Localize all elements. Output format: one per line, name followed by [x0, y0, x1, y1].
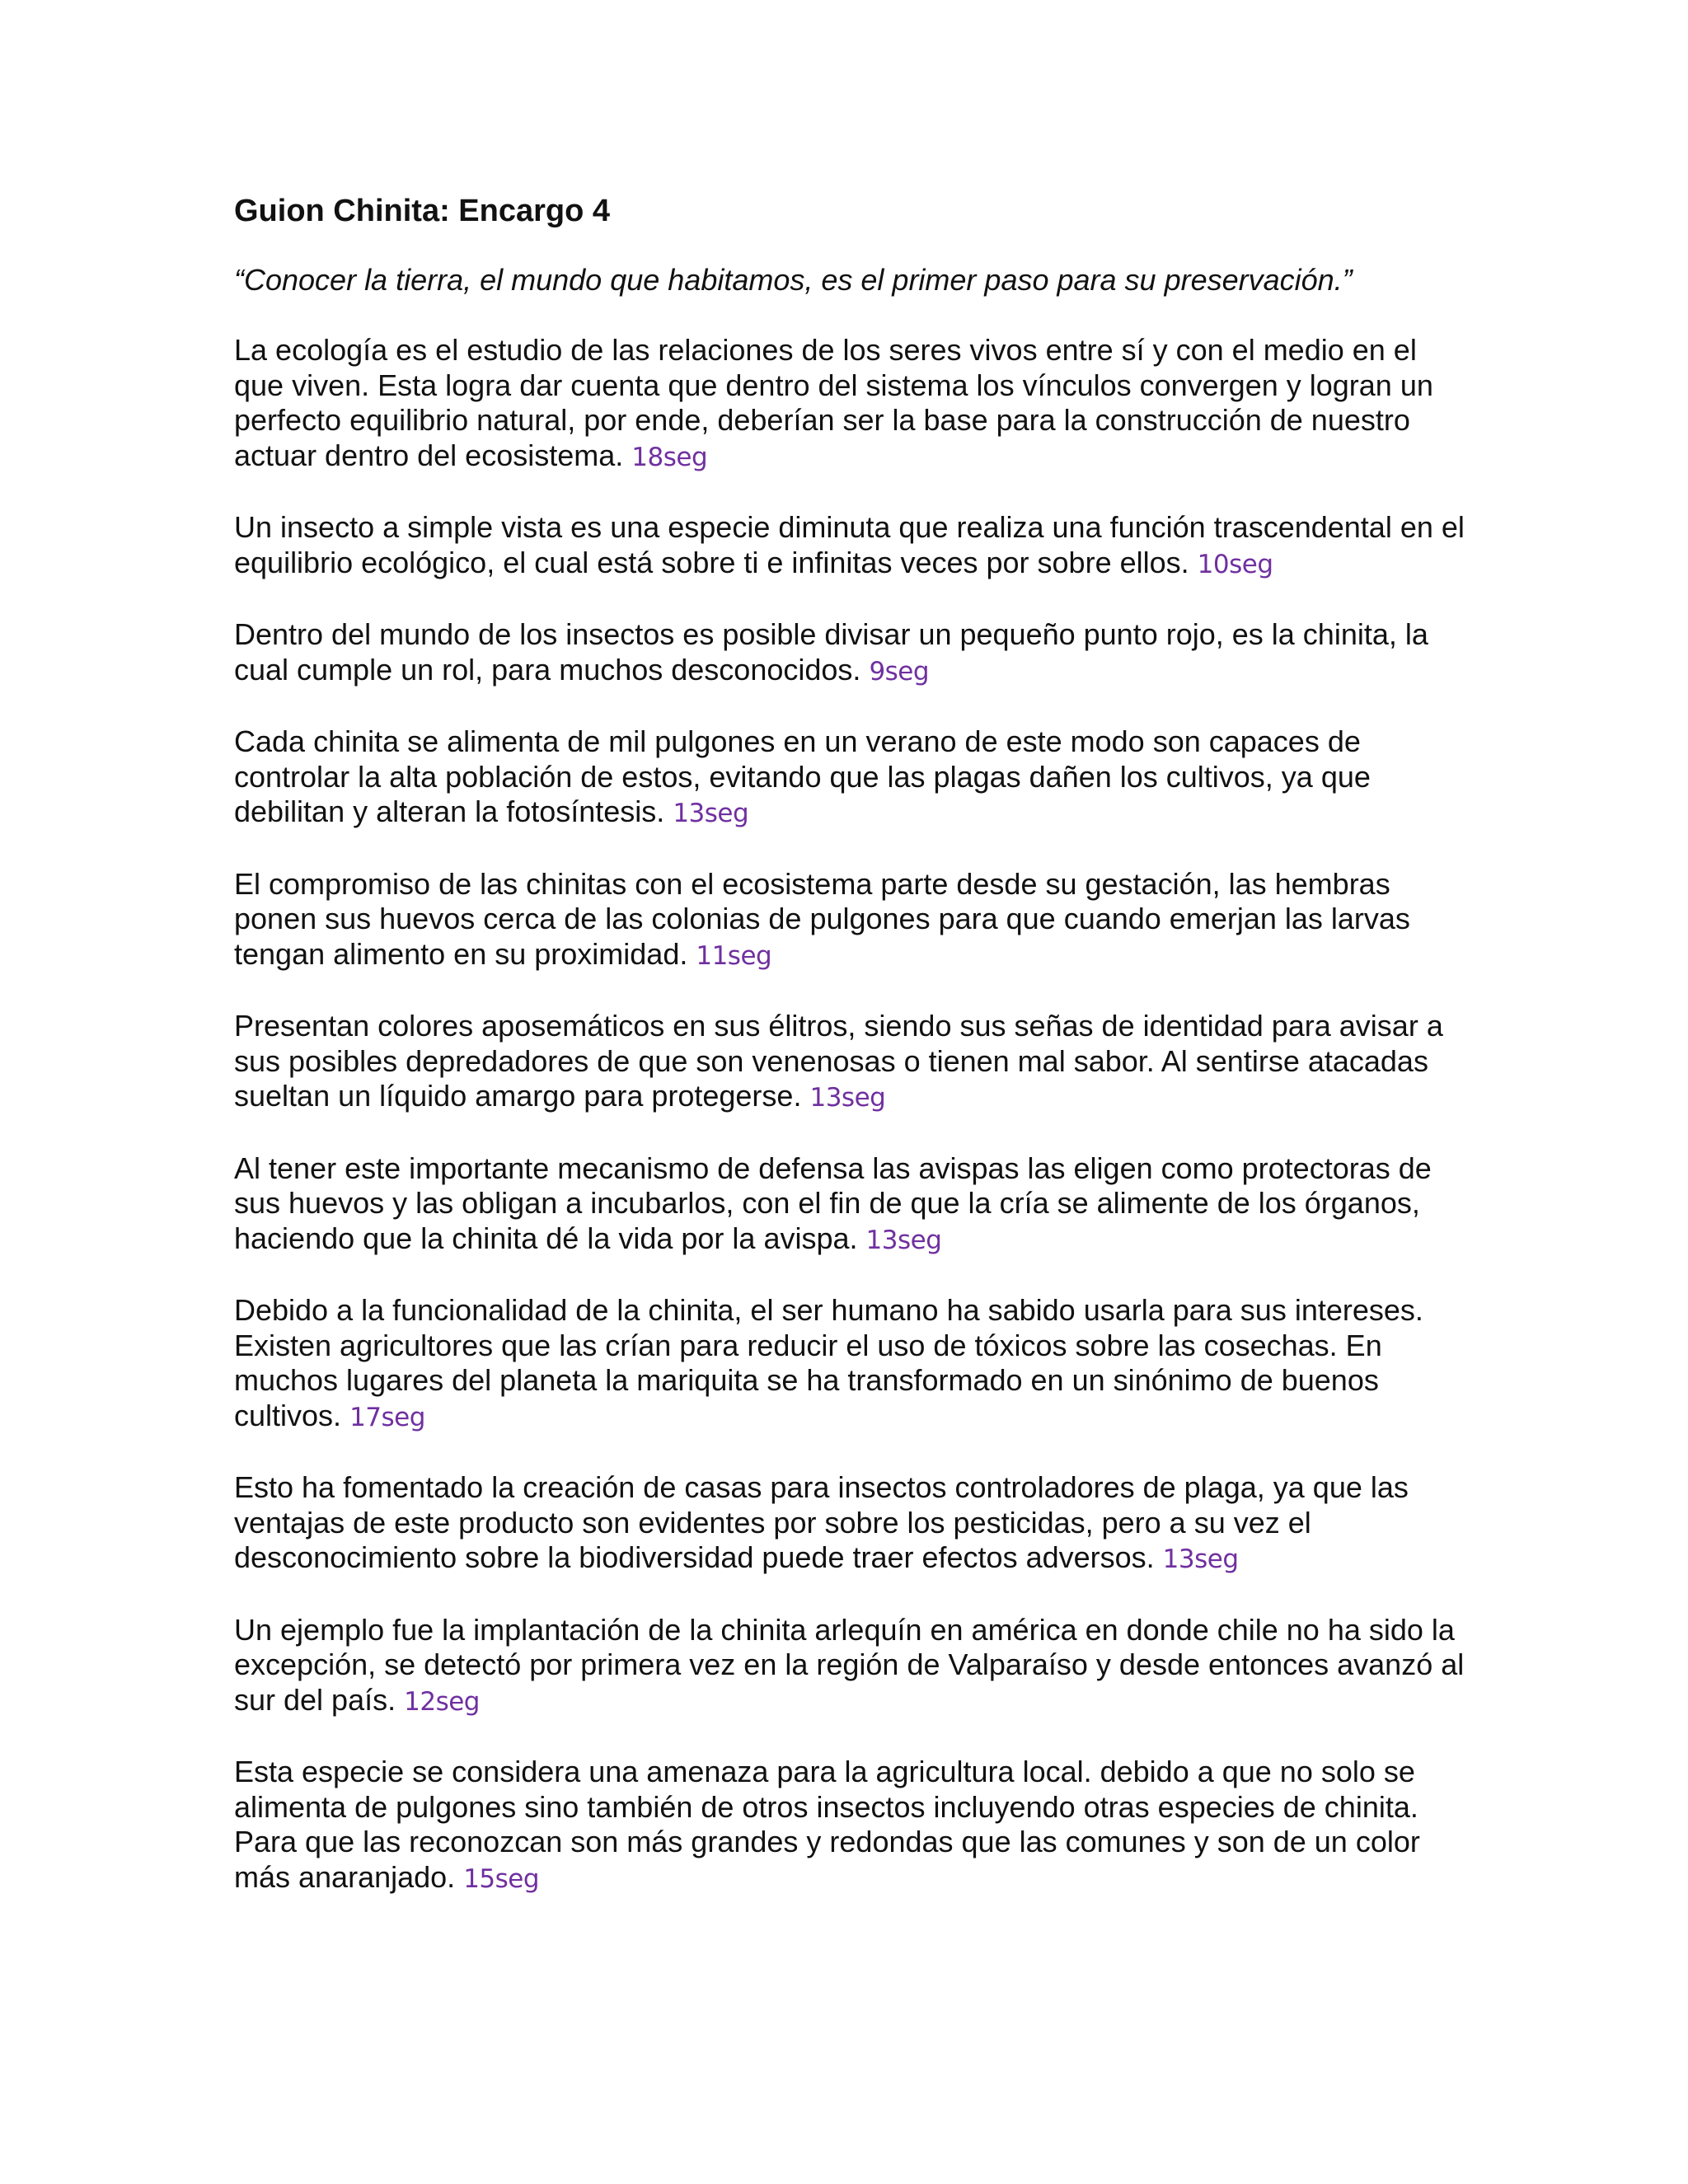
duration-label: 15seg: [463, 1863, 540, 1894]
paragraph: [234, 1470, 1470, 1577]
document-page: [234, 191, 1470, 1896]
duration-label: 13seg: [1162, 1544, 1239, 1574]
paragraph-text: Un insecto a simple vista es una especie diminuta que realiza una función trascendental en el equilibrio ecológico, el cual está sobre ti e infinitas veces por sobre ellos.: [234, 510, 1465, 579]
paragraph: [234, 724, 1470, 832]
paragraph-text: Debido a la funcionalidad de la chinita, el ser humano ha sabido usarla para sus intereses. Existen agricultores que las crían para reducir el uso de tóxicos sobre las cosechas. En muchos lugares del planeta la mariquita se ha transformado en un sinónimo de buenos cultivos.: [234, 1293, 1423, 1432]
paragraph: [234, 1755, 1470, 1896]
paragraph: [234, 617, 1470, 689]
paragraph-text: Al tener este importante mecanismo de defensa las avispas las eligen como protectoras de sus huevos y las obligan a incubarlos, con el fin de que la cría se alimente de los órganos, haciendo que la chinita dé la vida por la avispa.: [234, 1151, 1432, 1255]
paragraph: [234, 867, 1470, 974]
duration-label: 13seg: [809, 1083, 886, 1113]
duration-label: 13seg: [673, 799, 749, 828]
paragraph-text: El compromiso de las chinitas con el ecosistema parte desde su gestación, las hembras ponen sus huevos cerca de las colonias de pulgones para que cuando emerjan las larvas tengan alimento en su proximidad.: [234, 866, 1410, 971]
duration-label: 10seg: [1197, 549, 1273, 579]
paragraph-text: Esta especie se considera una amenaza para la agricultura local. debido a que no solo se alimenta de pulgones sino también de otros insectos incluyendo otras especies de chinita. Para que las reconozcan son más grandes y redondas que las comunes y son de un color más anaranjado.: [234, 1755, 1420, 1894]
paragraph: [234, 1009, 1470, 1116]
paragraph-text: Dentro del mundo de los insectos es posible divisar un pequeño punto rojo, es la chinita, la cual cumple un rol, para muchos desconocidos.: [234, 617, 1428, 687]
duration-label: 18seg: [631, 442, 708, 472]
paragraph: [234, 1613, 1470, 1720]
epigraph-quote: “Conocer la tierra, el mundo que habitamos, es el primer paso para su preservación.”: [234, 263, 1353, 297]
paragraph: [234, 1293, 1470, 1435]
paragraph-text: Cada chinita se alimenta de mil pulgones en un verano de este modo son capaces de controlar la alta población de estos, evitando que las plagas dañen los cultivos, ya que debilitan y alteran la fotosíntesis.: [234, 724, 1371, 828]
paragraph-text: La ecología es el estudio de las relaciones de los seres vivos entre sí y con el medio en el que viven. Esta logra dar cuenta que dentro del sistema los vínculos convergen y logran un perfecto equilibrio natural, por ende, deberían ser la base para la construcción de nuestro actuar dentro del ecosistema.: [234, 333, 1433, 472]
paragraph: [234, 510, 1470, 582]
paragraph-text: Esto ha fomentado la creación de casas para insectos controladores de plaga, ya que las ventajas de este producto son evidentes por sobre los pesticidas, pero a su vez el desconocimiento sobre la biodiversidad puede traer efectos adversos.: [234, 1470, 1409, 1574]
duration-label: 9seg: [869, 656, 930, 687]
document-title: Guion Chinita: Encargo 4: [234, 194, 611, 228]
paragraph-text: Presentan colores aposemáticos en sus élitros, siendo sus señas de identidad para avisar a sus posibles depredadores de que son venenosas o tienen mal sabor. Al sentirse atacadas sueltan un líquido amargo para protegerse.: [234, 1009, 1443, 1113]
paragraph: [234, 1151, 1470, 1258]
duration-label: 13seg: [865, 1225, 942, 1255]
duration-label: 17seg: [349, 1402, 425, 1432]
duration-label: 11seg: [696, 940, 772, 971]
paragraph-text: Un ejemplo fue la implantación de la chinita arlequín en américa en donde chile no ha sido la excepción, se detectó por primera vez en la región de Valparaíso y desde entonces avanzó al sur del país.: [234, 1612, 1465, 1717]
duration-label: 12seg: [404, 1686, 480, 1717]
paragraph: [234, 333, 1470, 475]
